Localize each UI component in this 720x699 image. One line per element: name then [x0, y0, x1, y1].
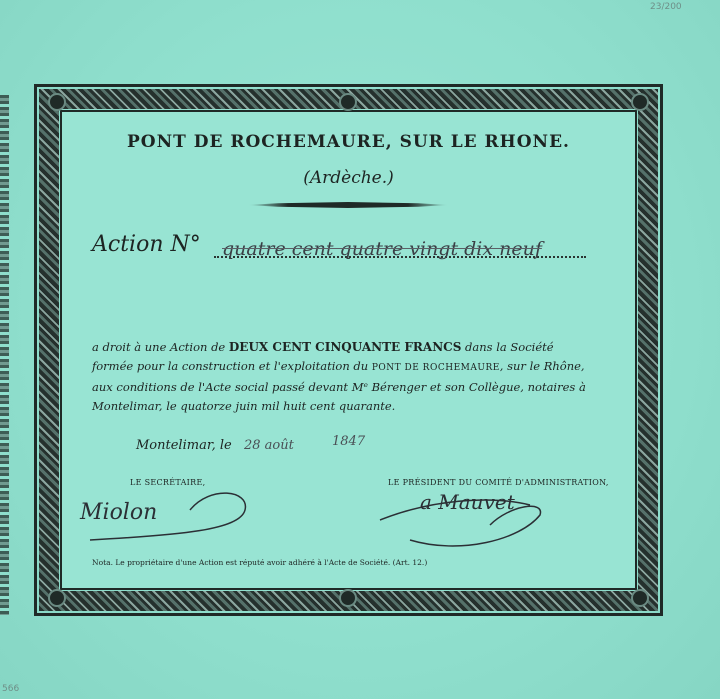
- certificate-subtitle: (Ardèche.): [303, 168, 394, 188]
- body-line3: aux conditions de l'Acte social passé devant Mᵉ Bérenger et son Collègue, notaires à: [92, 380, 586, 394]
- action-number-label: Action N°: [92, 232, 201, 257]
- secretary-label: LE SECRÉTAIRE,: [130, 478, 206, 487]
- action-number-value: quatre cent quatre vingt dix neuf: [222, 238, 542, 260]
- certificate-body: [92, 338, 607, 416]
- rosette-icon: [339, 589, 357, 607]
- certificate-title: PONT DE ROCHEMAURE, SUR LE RHONE.: [127, 132, 570, 152]
- body-line2-post: , sur le Rhône,: [499, 359, 585, 373]
- president-label: LE PRÉSIDENT DU COMITÉ D'ADMINISTRATION,: [388, 478, 609, 487]
- body-line1-post: dans la Société: [461, 340, 554, 354]
- body-line2-pre: formée pour la construction et l'exploitation du: [92, 359, 372, 373]
- secretary-signature: Miolon: [80, 500, 158, 525]
- body-line4: Montelimar, le quatorze juin mil huit cent quarante.: [92, 399, 396, 413]
- secretary-flourish-icon: [60, 480, 260, 550]
- bridge-name: PONT DE ROCHEMAURE: [371, 363, 500, 373]
- body-line1-pre: a droit à une Action de: [92, 340, 229, 354]
- adjacent-stub-border: [0, 95, 9, 615]
- president-signature: a Mauvet: [420, 490, 515, 514]
- place-date-label: Montelimar, le: [136, 438, 232, 453]
- corner-rosette-icon: [631, 589, 649, 607]
- date-year: 1847: [332, 434, 366, 449]
- share-amount: DEUX CENT CINQUANTE FRANCS: [228, 340, 462, 354]
- corner-rosette-icon: [48, 589, 66, 607]
- nota-footnote: Nota. Le propriétaire d'une Action est réputé avoir adhéré à l'Acte de Société. (Art. 12.): [92, 558, 428, 567]
- rosette-icon: [339, 93, 357, 111]
- president-flourish-icon: [370, 485, 550, 560]
- archive-mark-top: 23/200: [650, 2, 682, 12]
- corner-rosette-icon: [631, 93, 649, 111]
- archive-mark-bottom: 566: [2, 684, 20, 694]
- date-day-month: 28 août: [244, 438, 294, 453]
- corner-rosette-icon: [48, 93, 66, 111]
